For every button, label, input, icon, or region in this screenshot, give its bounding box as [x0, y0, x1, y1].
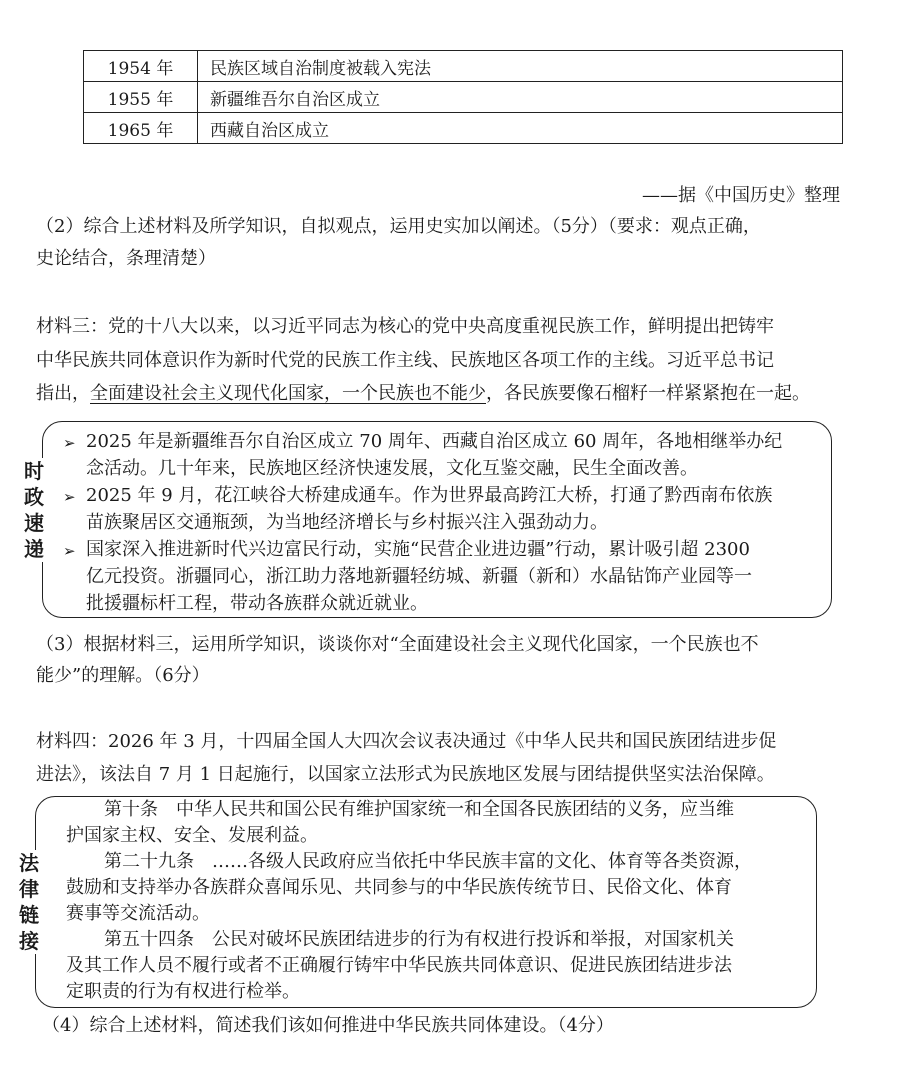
label-char: 律 — [19, 877, 39, 901]
label-char: 接 — [19, 929, 39, 953]
bullet-arrow-icon: ➢ — [63, 434, 76, 452]
bullet-arrow-icon: ➢ — [63, 542, 76, 560]
news-item-line: 批援疆标杆工程，带动各族群众就近就业。 — [86, 593, 428, 614]
table-row — [84, 51, 843, 82]
news-item-line: 2025 年 9 月，花江峡谷大桥建成通车。作为世界最高跨江大桥，打通了黔西南布依族 — [86, 485, 773, 506]
year-cell: 1954 年 — [84, 51, 198, 82]
year-cell: 1955 年 — [84, 82, 198, 113]
bullet-arrow-icon: ➢ — [63, 488, 76, 506]
law-article-line: 第二十九条 ……各级人民政府应当依托中华民族丰富的文化、体育等各类资源， — [104, 851, 752, 872]
table-row — [84, 113, 843, 144]
material-3-line: 中华民族共同体意识作为新时代党的民族工作主线、民族地区各项工作的主线。习近平总书记 — [36, 350, 774, 371]
material-3-line: 材料三：党的十八大以来，以习近平同志为核心的党中央高度重视民族工作，鲜明提出把铸牢 — [36, 316, 774, 337]
legal-link-label — [19, 850, 39, 954]
material-3-text: 指出， — [36, 383, 90, 404]
underlined-quote: 全面建设社会主义现代化国家，一个民族也不能少 — [90, 383, 486, 404]
news-item-line: 苗族聚居区交通瓶颈，为当地经济增长与乡村振兴注入强劲动力。 — [86, 512, 608, 533]
question-2-line: （2）综合上述材料及所学知识，自拟观点，运用史实加以阐述。（5分）（要求：观点正确， — [36, 216, 761, 237]
label-char: 政 — [24, 485, 44, 509]
law-article-line: 鼓励和支持举办各族群众喜闻乐见、共同参与的中华民族传统节日、民俗文化、体育 — [66, 877, 732, 898]
label-char: 速 — [24, 511, 44, 535]
label-char: 递 — [24, 537, 44, 561]
material-3-text: ，各民族要像石榴籽一样紧紧抱在一起。 — [486, 383, 810, 404]
question-3-line: 能少”的理解。（6分） — [36, 665, 210, 686]
law-article-line: 第五十四条 公民对破坏民族团结进步的行为有权进行投诉和举报，对国家机关 — [104, 929, 734, 950]
label-char: 链 — [19, 903, 39, 927]
law-article-line: 赛事等交流活动。 — [66, 903, 210, 924]
history-table — [83, 50, 843, 144]
news-item-line: 2025 年是新疆维吾尔自治区成立 70 周年、西藏自治区成立 60 周年，各地相继举办纪 — [86, 431, 783, 452]
news-item-line: 亿元投资。浙疆同心，浙江助力落地新疆轻纺城、新疆（新和）水晶钻饰产业园等一 — [86, 566, 752, 587]
event-cell: 西藏自治区成立 — [198, 113, 843, 144]
law-article-line: 定职责的行为有权进行检举。 — [66, 981, 300, 1002]
law-article-line: 第十条 中华人民共和国公民有维护国家统一和全国各民族团结的义务，应当维 — [104, 799, 734, 820]
question-4-line: （4）综合上述材料，简述我们该如何推进中华民族共同体建设。（4分） — [42, 1015, 614, 1036]
year-cell: 1965 年 — [84, 113, 198, 144]
label-char: 法 — [19, 851, 39, 875]
question-2-line: 史论结合，条理清楚） — [36, 248, 216, 269]
material-3-line — [36, 382, 810, 406]
question-3-line: （3）根据材料三，运用所学知识，谈谈你对“全面建设社会主义现代化国家，一个民族也不 — [36, 634, 759, 655]
material-4-line: 进法》，该法自 7 月 1 日起施行，以国家立法形式为民族地区发展与团结提供坚实法治保障。 — [36, 764, 775, 785]
law-article-line: 护国家主权、安全、发展利益。 — [66, 825, 318, 846]
current-affairs-label — [24, 458, 44, 562]
law-article-line: 及其工作人员不履行或者不正确履行铸牢中华民族共同体意识、促进民族团结进步法 — [66, 955, 732, 976]
news-item-line: 念活动。几十年来，民族地区经济快速发展，文化互鉴交融，民生全面改善。 — [86, 458, 698, 479]
event-cell: 新疆维吾尔自治区成立 — [198, 82, 843, 113]
material-4-line: 材料四：2026 年 3 月，十四届全国人大四次会议表决通过《中华人民共和国民族团结进步促 — [36, 731, 777, 752]
source-note: ——据《中国历史》整理 — [642, 185, 840, 206]
news-item-line: 国家深入推进新时代兴边富民行动，实施“民营企业进边疆”行动，累计吸引超 2300 — [86, 539, 750, 560]
label-char: 时 — [24, 459, 44, 483]
event-cell: 民族区域自治制度被载入宪法 — [198, 51, 843, 82]
table-row — [84, 82, 843, 113]
